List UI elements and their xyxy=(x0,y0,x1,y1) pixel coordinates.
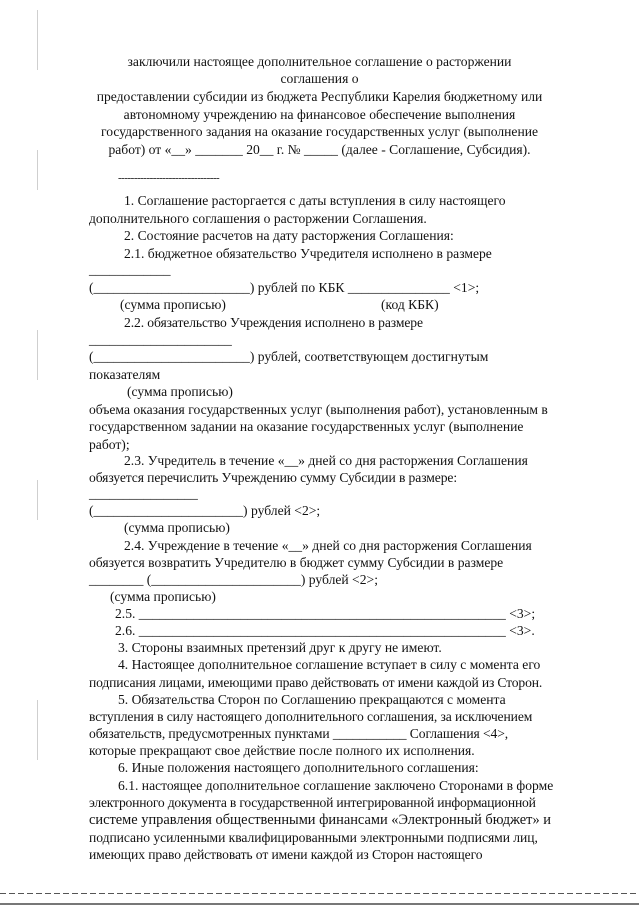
body-line: имеющих право действовать от имени каждой из Сторон настоящего xyxy=(89,847,483,862)
blank-line: ____________ xyxy=(89,262,171,277)
caption-line: (сумма прописью) xyxy=(127,384,233,399)
body-line: работ); xyxy=(89,437,130,452)
header-line: работ) от «__» _______ 20__ г. № _____ (далее - Соглашение, Субсидия). xyxy=(108,142,531,157)
body-line: дополнительного соглашения о расторжении Соглашения. xyxy=(89,211,427,226)
body-line: вступления в силу настоящего дополнительного соглашения, за исключением xyxy=(89,709,533,724)
scan-margin-mark xyxy=(37,330,38,380)
body-line: 6.1. настоящее дополнительное соглашение заключено Сторонами в форме xyxy=(118,778,554,793)
body-line: 2.3. Учредитель в течение «__» дней со дня расторжения Соглашения xyxy=(124,453,528,468)
body-line: объема оказания государственных услуг (выполнения работ), установленным в xyxy=(89,402,548,417)
header-line: заключили настоящее дополнительное соглашение о расторжении xyxy=(127,54,512,69)
scan-margin-mark xyxy=(37,480,38,520)
blank-line: ________________ xyxy=(89,486,198,501)
body-line: (_______________________) рублей по КБК _______________ <1>; xyxy=(89,280,480,295)
caption-line: (сумма прописью) xyxy=(120,297,226,312)
header-line: предоставлении субсидии из бюджета Республики Карелия бюджетному или xyxy=(96,89,543,104)
body-line: 2.2. обязательство Учреждения исполнено в размере xyxy=(124,315,423,330)
body-line: электронного документа в государственной интегрированной информационной xyxy=(89,795,536,810)
caption-line: (сумма прописью) xyxy=(110,589,216,604)
separator-line: -------------------------------- xyxy=(118,172,220,184)
body-line: подписания лицами, имеющими право действовать от имени каждой из Сторон. xyxy=(89,675,543,690)
body-line: обязуется перечислить Учреждению сумму Субсидии в размере: xyxy=(89,470,458,485)
body-line: 2.5. ______________________________________________________ <3>; xyxy=(115,606,536,621)
body-line: системе управления общественными финансами «Электронный бюджет» и xyxy=(89,812,551,828)
caption-line: (сумма прописью) xyxy=(124,520,230,535)
body-line: 2.6. ______________________________________________________ <3>. xyxy=(115,623,535,638)
body-line: 1. Соглашение расторгается с даты вступления в силу настоящего xyxy=(124,193,506,208)
header-line: государственного задания на оказание государственных услуг (выполнение xyxy=(100,124,539,139)
body-line: обязуется возвратить Учредителю в бюджет сумму Субсидии в размере xyxy=(89,555,504,570)
body-line: которые прекращают свое действие после полного их исполнения. xyxy=(89,743,475,758)
body-line: 5. Обязательства Сторон по Соглашению прекращаются с момента xyxy=(118,692,506,707)
body-line: государственном задании на оказание государственных услуг (выполнение xyxy=(89,419,524,434)
body-line: обязательств, предусмотренных пунктами ___________ Соглашения <4>, xyxy=(89,726,509,741)
body-line: показателям xyxy=(89,367,161,382)
body-line: 2. Состояние расчетов на дату расторжения Соглашения: xyxy=(124,228,454,243)
caption-line: (код КБК) xyxy=(381,297,439,312)
body-line: ________ (______________________) рублей <2>; xyxy=(89,572,378,587)
body-line: подписано усиленными квалифицированными электронными подписями лиц, xyxy=(89,830,538,845)
header-line: соглашения о xyxy=(280,71,359,86)
body-line: (_______________________) рублей, соответствующем достигнутым xyxy=(89,349,489,364)
scan-margin-mark xyxy=(37,700,38,760)
page-bottom-edge xyxy=(0,893,639,894)
body-line: (______________________) рублей <2>; xyxy=(89,503,321,518)
body-line: 3. Стороны взаимных претензий друг к другу не имеют. xyxy=(118,640,442,655)
body-line: 6. Иные положения настоящего дополнительного соглашения: xyxy=(118,760,479,775)
blank-line: _____________________ xyxy=(89,332,232,347)
body-line: 2.1. бюджетное обязательство Учредителя исполнено в размере xyxy=(124,246,492,261)
body-line: 2.4. Учреждение в течение «__» дней со дня расторжения Соглашения xyxy=(124,538,532,553)
body-line: 4. Настоящее дополнительное соглашение вступает в силу с момента его xyxy=(118,657,541,672)
header-line: автономному учреждению на финансовое обеспечение выполнения xyxy=(123,107,516,122)
